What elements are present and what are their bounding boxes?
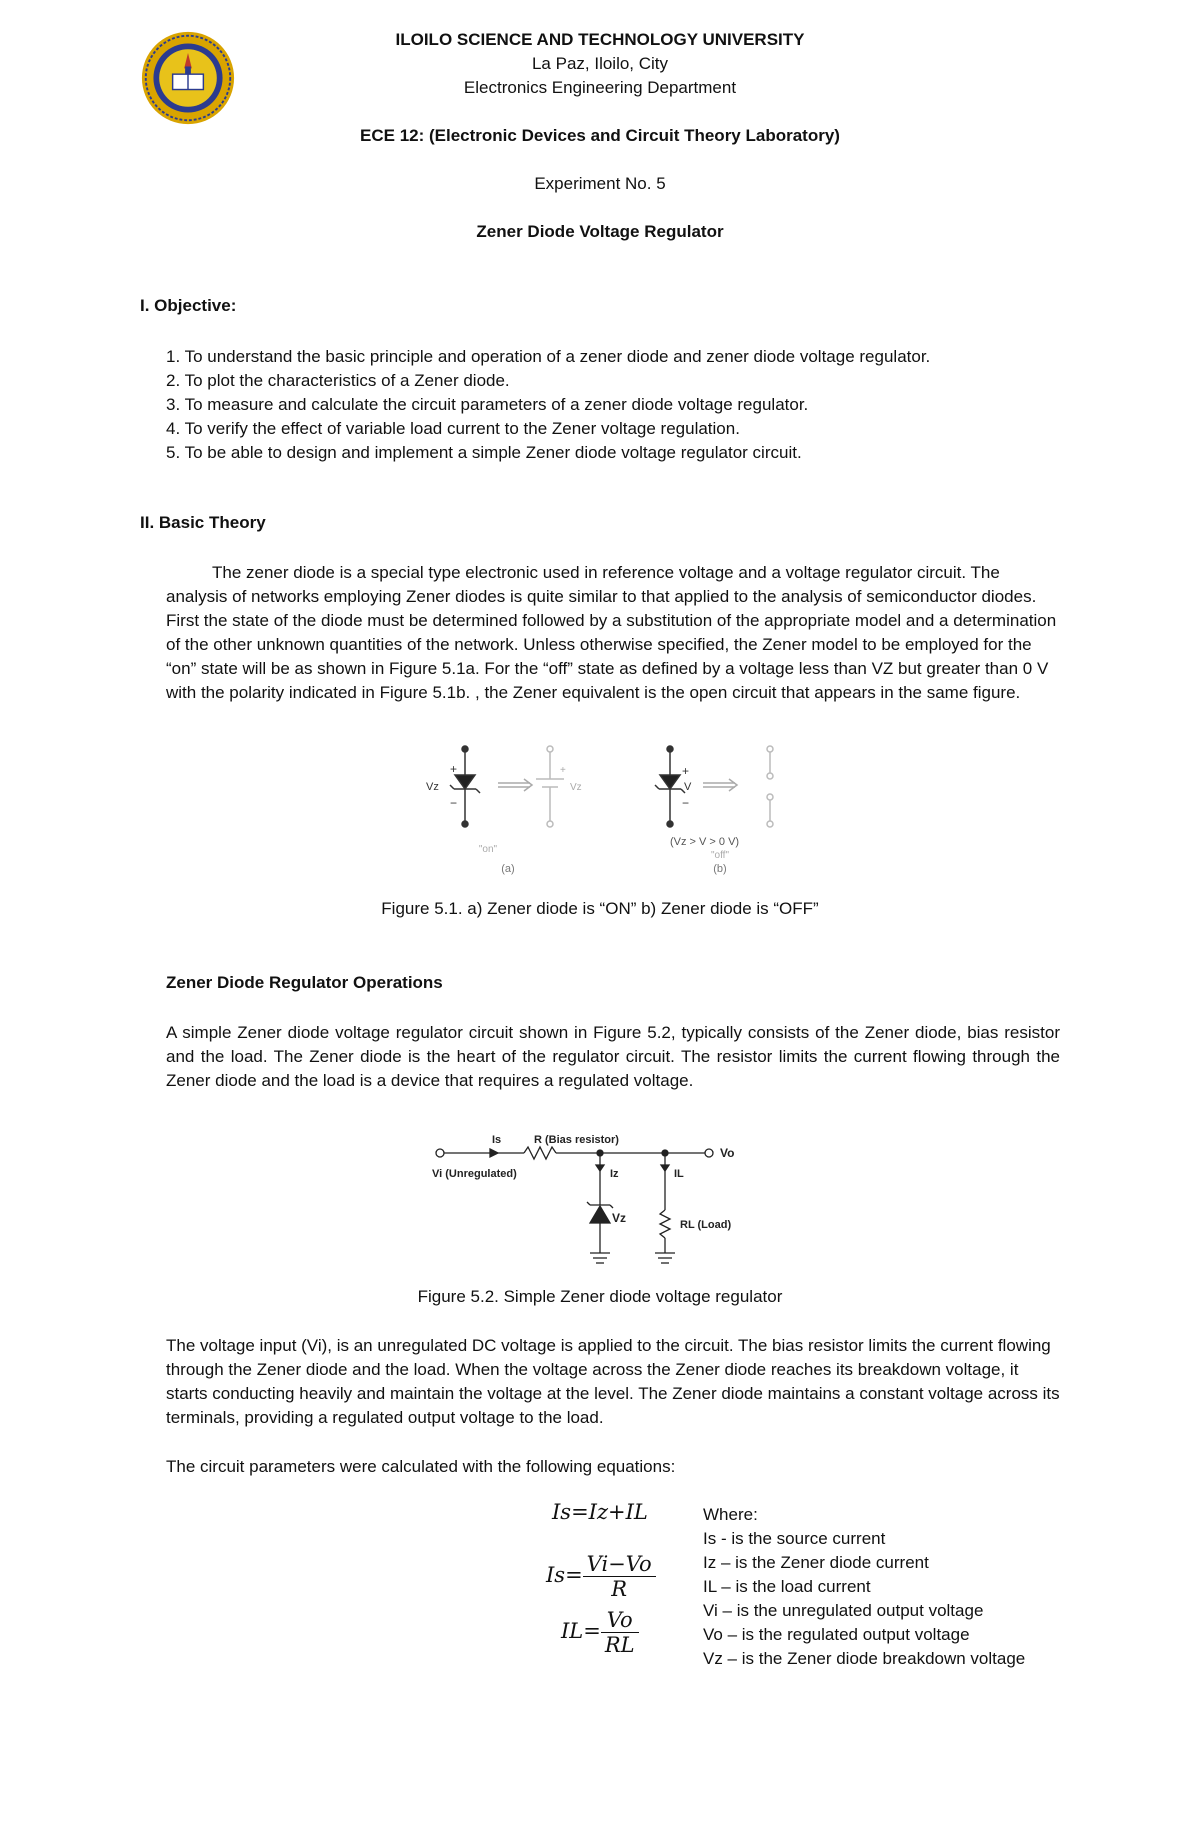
fig1-batt-plus: + bbox=[560, 765, 566, 776]
fig2-label-rl: RL (Load) bbox=[680, 1219, 732, 1231]
fig2-label-vz: Vz bbox=[612, 1211, 627, 1225]
fig1b-condition: (Vz > V > 0 V) bbox=[670, 836, 740, 848]
experiment-title: Zener Diode Voltage Regulator bbox=[476, 222, 724, 241]
fig1b-label: (b) bbox=[713, 863, 727, 875]
fig1-label-vz: Vz bbox=[426, 781, 439, 793]
fig2-label-vo: Vo bbox=[720, 1146, 735, 1160]
operations-paragraph: A simple Zener diode voltage regulator circuit shown in Figure 5.2, typically consists of the Zener diode, bias resistor and the load. The Zener diode is the heart of the regulator circuit. The resistor limits the current flowing through the Zener diode and the load is a device that requires a regulated voltage. bbox=[166, 1023, 1060, 1090]
fig2-label-vi: Vi (Unregulated) bbox=[432, 1168, 517, 1180]
objective-item: 2. To plot the characteristics of a Zener diode. bbox=[166, 371, 510, 390]
fig2-label-r: R (Bias resistor) bbox=[534, 1134, 619, 1146]
theory-heading: II. Basic Theory bbox=[140, 513, 266, 532]
where-item: Vi – is the unregulated output voltage bbox=[703, 1601, 984, 1620]
fig2-label-il: IL bbox=[674, 1168, 684, 1180]
objective-item: 5. To be able to design and implement a simple Zener diode voltage regulator circuit. bbox=[166, 443, 802, 462]
where-heading: Where: bbox=[703, 1505, 758, 1524]
where-item: Vz – is the Zener diode breakdown voltage bbox=[703, 1649, 1026, 1668]
fig1-label-plus: + bbox=[450, 762, 458, 776]
equation-is-sum: Is=Iz+IL bbox=[552, 1500, 648, 1524]
figure-5-1-caption: Figure 5.1. a) Zener diode is “ON” b) Zener diode is “OFF” bbox=[381, 899, 819, 918]
equation-is-fraction bbox=[546, 1552, 656, 1601]
objective-item: 4. To verify the effect of variable load current to the Zener voltage regulation. bbox=[166, 419, 740, 438]
equation-il-fraction bbox=[561, 1608, 639, 1657]
figure-5-2-circuit bbox=[430, 1125, 760, 1270]
figure-5-2-caption: Figure 5.2. Simple Zener diode voltage regulator bbox=[417, 1287, 783, 1306]
explanation-paragraph: The voltage input (Vi), is an unregulated DC voltage is applied to the circuit. The bias resistor limits the current flowing through the Zener diode and the load. When the voltage across the Zener diode reaches its breakdown voltage, it starts conducting heavily and maintain the voltage at the level. The Zener diode maintains a constant voltage across its terminals, providing a regulated output voltage to the load. bbox=[166, 1336, 1060, 1427]
objective-item: 3. To measure and calculate the circuit parameters of a zener diode voltage regulator. bbox=[166, 395, 809, 414]
university-address: La Paz, Iloilo, City bbox=[531, 54, 669, 73]
where-item: Is - is the source current bbox=[703, 1529, 886, 1548]
figure-5-1-diagram bbox=[420, 745, 800, 880]
fig1a-label: (a) bbox=[501, 863, 515, 875]
equations-intro: The circuit parameters were calculated with the following equations: bbox=[166, 1457, 676, 1476]
eq3-fraction bbox=[601, 1608, 639, 1657]
eq2-denominator: R bbox=[611, 1577, 628, 1601]
objective-list bbox=[166, 345, 930, 465]
university-name: ILOILO SCIENCE AND TECHNOLOGY UNIVERSITY bbox=[395, 30, 805, 49]
operations-heading: Zener Diode Regulator Operations bbox=[166, 973, 443, 992]
theory-paragraph: The zener diode is a special type electronic used in reference voltage and a voltage regulator circuit. The analysis of networks employing Zener diodes is quite similar to that applied to the analysis of semiconductor diodes. First the state of the diode must be determined followed by a substitution of the appropriate model and a determination of the other unknown quantities of the network. Unless otherwise specified, the Zener model to be employed for the “on” state will be as shown in Figure 5.1a. For the “off” state as defined by a voltage less than VZ but greater than 0 V with the polarity indicated in Figure 5.1b. , the Zener equivalent is the open circuit that appears in the same figure. bbox=[166, 563, 1057, 702]
fig1b-label-minus: − bbox=[682, 796, 690, 810]
eq2-fraction bbox=[583, 1552, 656, 1601]
objective-item: 1. To understand the basic principle and operation of a zener diode and zener diode voltage regulator. bbox=[166, 347, 931, 366]
fig1b-state: "off" bbox=[710, 850, 730, 861]
eq3-numerator: Vo bbox=[601, 1608, 639, 1633]
where-item: Vo – is the regulated output voltage bbox=[703, 1625, 970, 1644]
eq3-lhs: IL= bbox=[561, 1619, 601, 1643]
fig1a-state: "on" bbox=[478, 844, 498, 855]
fig2-label-is: Is bbox=[492, 1134, 502, 1146]
department-name: Electronics Engineering Department bbox=[463, 78, 737, 97]
where-item: Iz – is the Zener diode current bbox=[703, 1553, 929, 1572]
fig1-label-minus: − bbox=[450, 796, 458, 810]
eq2-lhs: Is= bbox=[546, 1563, 583, 1587]
objective-heading: I. Objective: bbox=[140, 296, 237, 315]
fig1b-label-v: V bbox=[684, 781, 692, 793]
fig1-batt-vz: Vz bbox=[570, 782, 582, 793]
eq3-denominator: RL bbox=[604, 1633, 635, 1657]
fig2-label-iz: Iz bbox=[610, 1168, 619, 1180]
where-item: IL – is the load current bbox=[703, 1577, 871, 1596]
eq2-numerator: Vi−Vo bbox=[583, 1552, 656, 1577]
course-title: ECE 12: (Electronic Devices and Circuit Theory Laboratory) bbox=[360, 126, 840, 145]
experiment-number: Experiment No. 5 bbox=[534, 174, 666, 193]
where-definitions bbox=[703, 1503, 1025, 1671]
fig1b-label-plus: + bbox=[682, 764, 690, 778]
